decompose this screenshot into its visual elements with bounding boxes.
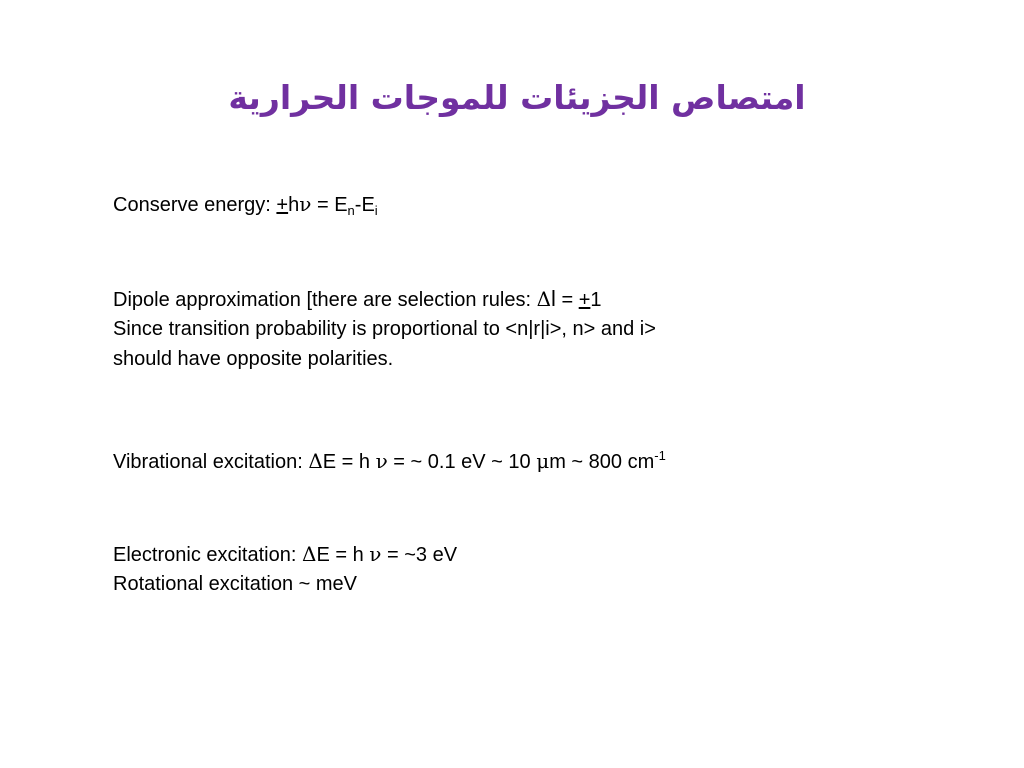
equals-sign: = xyxy=(555,289,579,311)
planck-h: h xyxy=(288,194,300,216)
vibrational-excitation-line xyxy=(113,446,666,477)
plus-minus-sign: + xyxy=(276,194,289,216)
opposite-polarities-line: should have opposite polarities. xyxy=(113,348,394,370)
equals-e: = E xyxy=(311,194,348,216)
nu-symbol: ν xyxy=(369,542,382,566)
rotational-excitation-line: Rotational excitation ~ meV xyxy=(113,573,358,595)
dipole-label: Dipole approximation [there are selection rules: xyxy=(113,289,537,311)
electronic-part1: E = h xyxy=(316,544,370,566)
nu-symbol: ν xyxy=(299,192,312,216)
minus-e: -E xyxy=(354,194,375,216)
vibrational-part2: = ~ 0.1 eV ~ 10 xyxy=(387,451,537,473)
subscript-i: i xyxy=(374,203,378,218)
electronic-label: Electronic excitation: xyxy=(113,544,302,566)
vibrational-label: Vibrational excitation: xyxy=(113,451,309,473)
vibrational-part3: m ~ 800 cm xyxy=(549,451,655,473)
electronic-excitation-line xyxy=(113,539,457,570)
one-value: 1 xyxy=(590,289,602,311)
conserve-energy-line xyxy=(113,189,378,220)
transition-probability-line: Since transition probability is proportional to <n|r|i>, n> and i> xyxy=(113,318,656,340)
electronic-part2: = ~3 eV xyxy=(381,544,458,566)
conserve-label: Conserve energy: xyxy=(113,194,277,216)
vibrational-part1: E = h xyxy=(322,451,376,473)
plus-minus-sign: + xyxy=(578,289,591,311)
mu-symbol: μ xyxy=(536,449,550,473)
superscript-minus-one: -1 xyxy=(654,448,666,463)
slide-title: امتصاص الجزيئات للموجات الحرارية xyxy=(228,78,806,117)
l-symbol: l xyxy=(551,286,556,311)
delta-symbol: Δ xyxy=(301,542,317,566)
delta-symbol: Δ xyxy=(308,449,323,473)
nu-symbol: ν xyxy=(375,449,388,473)
subscript-n: n xyxy=(347,203,355,218)
dipole-line xyxy=(113,284,602,315)
delta-symbol: Δ xyxy=(536,287,552,311)
